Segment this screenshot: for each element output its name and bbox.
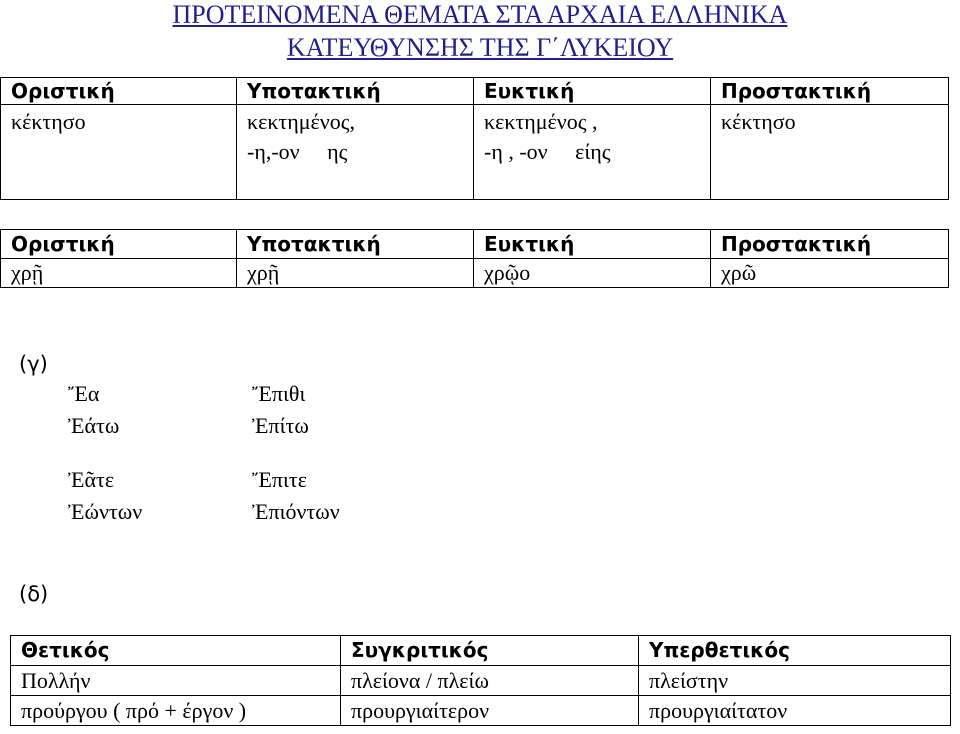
table-header-row — [1, 78, 949, 105]
header-efktiki: Ευκτική — [474, 78, 711, 105]
cell-sygkritikos: προυργιαίτερον — [341, 696, 639, 726]
cell-ypotaktiki: χρῇ — [237, 259, 474, 288]
cell-oristiki — [1, 105, 237, 200]
table-row — [1, 105, 949, 200]
section-g-label: (γ) — [19, 352, 48, 376]
section-d-label: (δ) — [19, 582, 49, 606]
header-ypotaktiki: Υποτακτική — [237, 230, 474, 259]
header-yperthetikos: Υπερθετικός — [639, 636, 951, 666]
cell-yperthetikos: προυργιαίτατον — [639, 696, 951, 726]
cell-line: κέκτησο — [721, 109, 796, 134]
moods-table-2 — [0, 229, 949, 288]
table-row — [11, 696, 951, 726]
document-title: ΠΡΟΤΕΙΝΟΜΕΝΑ ΘΕΜΑΤΑ ΣΤΑ ΑΡΧΑΙΑ ΕΛΛΗΝΙΚΑ — [172, 0, 788, 29]
cell-line: κεκτημένος, — [247, 109, 355, 134]
cell-thetikos: προύργου ( πρό + έργον ) — [11, 696, 341, 726]
header-oristiki: Οριστική — [1, 78, 237, 105]
cell-line: -η,-ον ης — [247, 139, 348, 164]
table-header-row — [11, 636, 951, 666]
table-row — [11, 666, 951, 696]
cell-thetikos: Πολλήν — [11, 666, 341, 696]
cell-yperthetikos: πλείστην — [639, 666, 951, 696]
imperative-form: Ἔπιτε — [252, 467, 307, 492]
header-ypotaktiki: Υποτακτική — [237, 78, 474, 105]
cell-efktiki: χρῷο — [474, 259, 711, 288]
cell-line: -η , -ον είης — [484, 139, 611, 164]
cell-line: κέκτησο — [11, 109, 86, 134]
imperative-form: Ἔα — [68, 381, 100, 406]
table-header-row — [1, 230, 949, 259]
degrees-table — [10, 635, 951, 726]
header-prostaktiki: Προστακτική — [711, 230, 949, 259]
moods-table-1 — [0, 77, 949, 200]
imperative-form: Ἐᾶτε — [68, 467, 115, 492]
cell-ypotaktiki — [237, 105, 474, 200]
imperative-form: Ἐπιόντων — [252, 499, 340, 524]
imperative-form: Ἔπιθι — [252, 381, 306, 406]
cell-sygkritikos: πλείονα / πλείω — [341, 666, 639, 696]
header-oristiki: Οριστική — [1, 230, 237, 259]
cell-oristiki: χρῇ — [1, 259, 237, 288]
cell-prostaktiki: χρῶ — [711, 259, 949, 288]
header-prostaktiki: Προστακτική — [711, 78, 949, 105]
document-subtitle: ΚΑΤΕΥΘΥΝΣΗΣ ΤΗΣ Γ΄ΛΥΚΕΙΟΥ — [286, 33, 674, 62]
table-row — [1, 259, 949, 288]
header-efktiki: Ευκτική — [474, 230, 711, 259]
header-sygkritikos: Συγκριτικός — [341, 636, 639, 666]
imperative-form: Ἐπίτω — [252, 413, 309, 438]
header-thetikos: Θετικός — [11, 636, 341, 666]
cell-line: κεκτημένος , — [484, 109, 598, 134]
imperative-form: Ἐάτω — [68, 413, 120, 438]
cell-efktiki — [474, 105, 711, 200]
imperative-form: Ἐώντων — [68, 499, 143, 524]
cell-prostaktiki — [711, 105, 949, 200]
